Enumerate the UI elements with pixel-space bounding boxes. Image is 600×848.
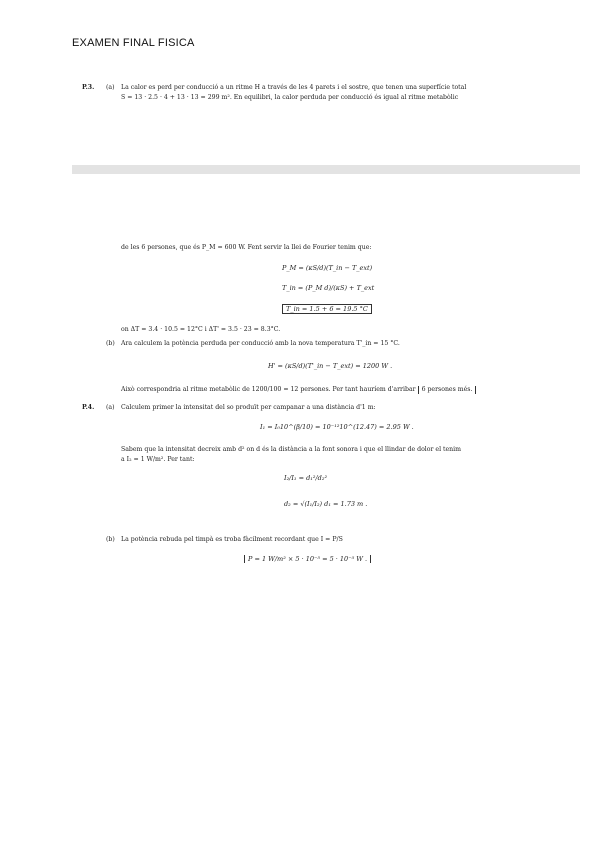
page-title: EXAMEN FINAL FISICA <box>72 37 195 49</box>
p3-b-line: Ara calculem la potència perduda per conducció amb la nova temperatura T'_in = 15 °C. <box>121 340 400 347</box>
p3-conclusion-line: Això correspondria al ritme metabòlic de 1200/100 = 12 persones. Per tant hauríem d'arribar <box>121 386 416 393</box>
p4-equation-3: d₂ = √(I₁/I₂) d₁ = 1.73 m . <box>284 500 368 508</box>
p3-equation-2: T_in = (P_M d)/(κS) + T_ext <box>282 284 375 292</box>
p4-equation-2: I₂/I₁ = d₁²/d₂² <box>284 474 328 482</box>
part-label-b: (b) <box>106 340 115 347</box>
p4-know-line2: a I₂ = 1 W/m². Per tant: <box>121 456 195 463</box>
page-break-bar <box>72 165 580 174</box>
p3-conclusion-bracket: 6 persones més. <box>418 386 477 394</box>
p4-a-line: Calculem primer la intensitat del so produït per campanar a una distància d'1 m: <box>121 404 376 411</box>
p3-equation-4: H' = (κS/d)(T'_in − T_ext) = 1200 W . <box>268 362 393 370</box>
p4-boxed-result: P = 1 W/m² × 5 · 10⁻⁵ = 5 · 10⁻⁵ W . <box>244 555 371 563</box>
part-label-a: (a) <box>106 84 115 91</box>
p4-know-line1: Sabem que la intensitat decreix amb d² on d és la distància a la font sonora i que el llindar de dolor el tenim <box>121 446 462 453</box>
p3-a-line2: S = 13 · 2.5 · 4 + 13 · 13 = 299 m². En equilibri, la calor perduda per conducció és igual al ritme metabòlic <box>121 94 459 101</box>
p3-boxed-result: T_in = 1.5 + 6 = 19.5 °C <box>282 304 372 314</box>
p4-part-label-b: (b) <box>106 536 115 543</box>
p4-b-line: La potència rebuda pel timpà es troba fàcilment recordant que I = P/S <box>121 536 343 543</box>
p3-equation-1: P_M = (κS/d)(T_in − T_ext) <box>282 264 373 272</box>
p4-part-label-a: (a) <box>106 404 115 411</box>
problem-number-p3: P.3. <box>82 84 95 91</box>
p3-delta-line: on ΔT = 3.4 · 10.5 = 12°C i ΔT' = 3.5 · 23 = 8.3°C. <box>121 326 281 333</box>
problem-number-p4: P.4. <box>82 404 95 411</box>
p3-continuation-line: de les 6 persones, que és P_M = 600 W. Fent servir la llei de Fourier tenim que: <box>121 244 372 251</box>
p3-a-line1: La calor es perd per conducció a un ritme H a través de les 4 parets i el sostre, que tenen una superfície total <box>121 84 467 91</box>
p4-equation-1: I₁ = I₀10^(β/10) = 10⁻¹²10^(12.47) = 2.95 W . <box>260 423 414 431</box>
